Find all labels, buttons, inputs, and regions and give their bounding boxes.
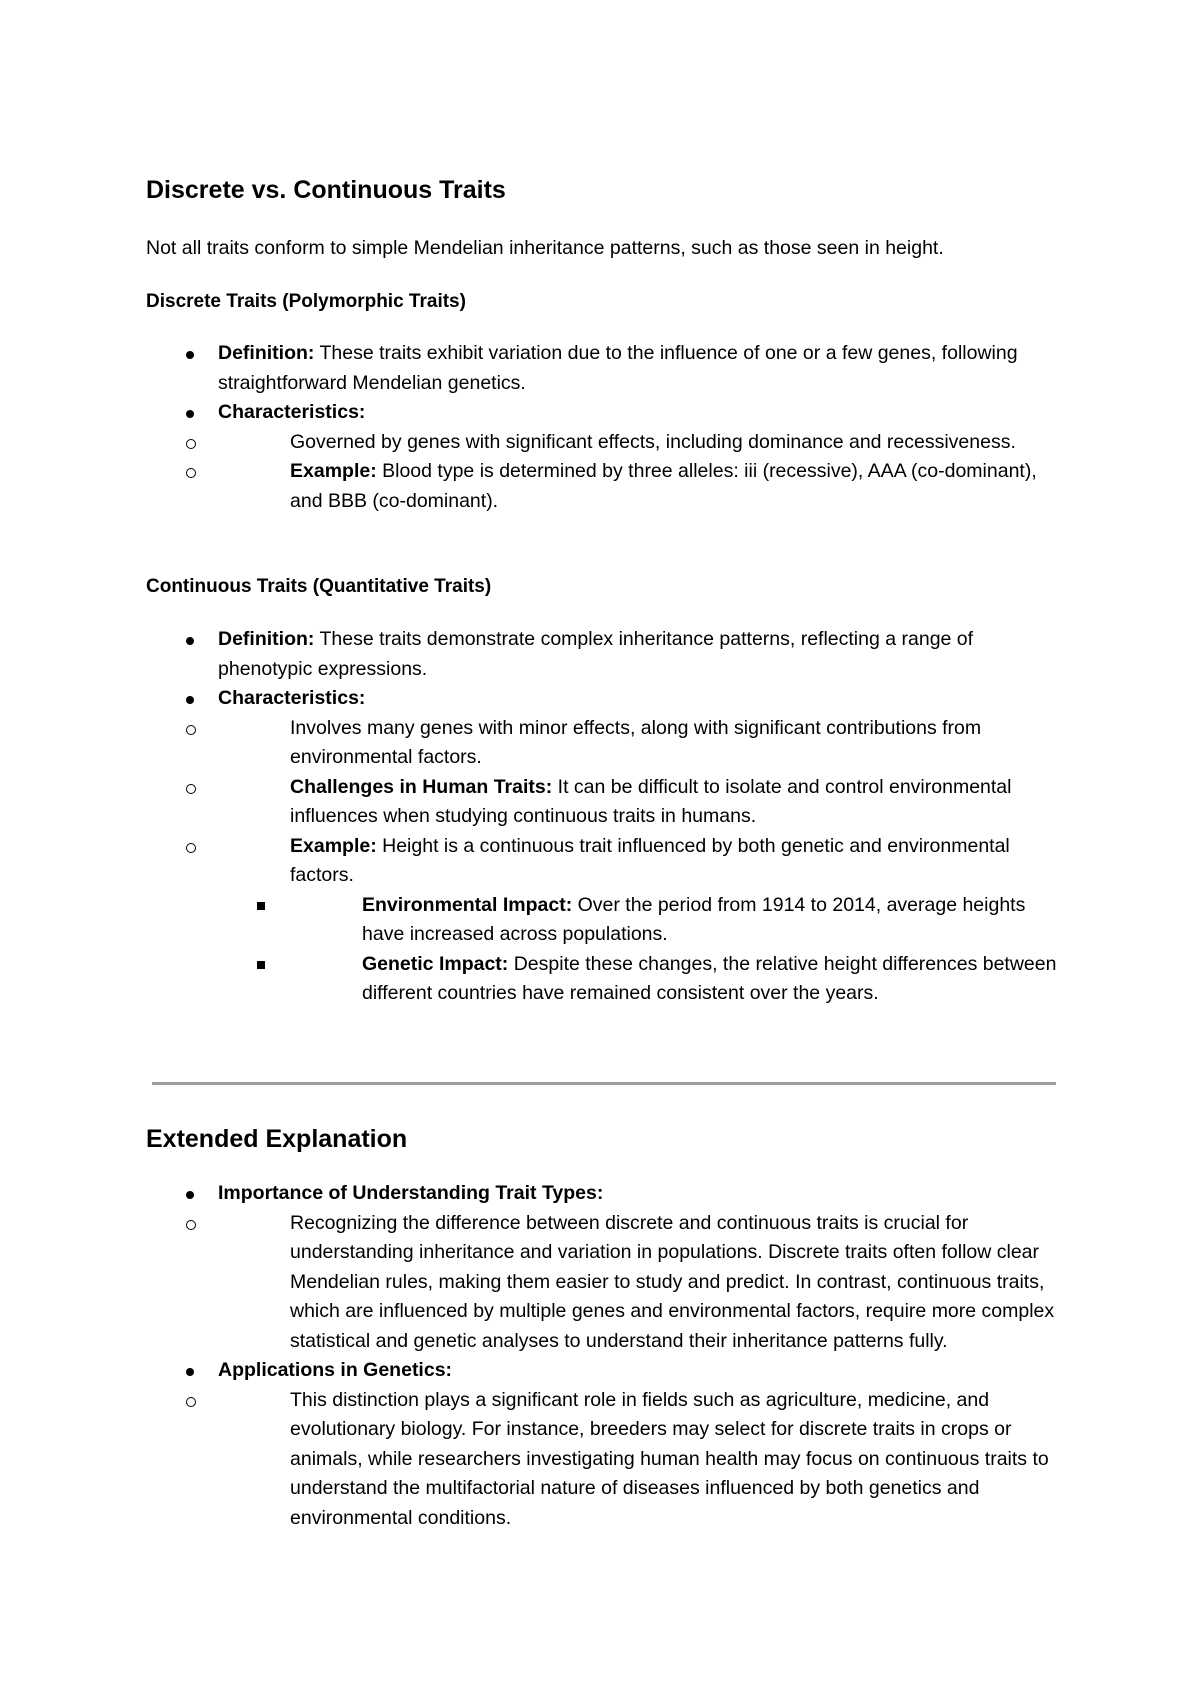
hollow-bullet-icon [186, 725, 196, 735]
example-label: Example: [290, 834, 377, 857]
list-item [146, 339, 1066, 398]
section-title-discrete-vs-continuous: Discrete vs. Continuous Traits [146, 176, 506, 204]
definition-label: Definition: [218, 342, 315, 364]
list-item [290, 950, 1066, 1009]
hollow-bullet-icon [186, 1220, 196, 1230]
environmental-impact-label: Environmental Impact: [362, 893, 573, 916]
definition-text: These traits demonstrate complex inheritance patterns, reflecting a range of phenotypic expressions. [218, 628, 974, 680]
example-label: Example: [290, 460, 377, 482]
characteristics-label: Characteristics: [218, 687, 366, 709]
challenges-text: It can be difficult to isolate and control environmental influences when studying continuous traits in humans. [290, 775, 1012, 827]
example-text: Blood type is determined by three alleles: iii (recessive), AAA (co-dominant), and BBB (co-dominant). [290, 460, 1037, 512]
environmental-impact-text: Over the period from 1914 to 2014, average heights have increased across populations. [362, 893, 1026, 945]
bullet-icon [186, 637, 194, 645]
example-sublist [290, 891, 1066, 1009]
intro-paragraph: Not all traits conform to simple Mendelian inheritance patterns, such as those seen in height. [146, 237, 944, 259]
genetic-impact-label: Genetic Impact: [362, 952, 509, 975]
list-item [146, 1356, 1066, 1533]
list-item [218, 457, 1066, 516]
list-item [146, 684, 1066, 1009]
discrete-traits-list [146, 339, 1066, 516]
section-title-extended-explanation: Extended Explanation [146, 1125, 408, 1153]
square-bullet-icon [257, 961, 265, 969]
list-item [146, 398, 1066, 516]
continuous-traits-list [146, 625, 1066, 1009]
characteristics-sublist [218, 714, 1066, 1009]
list-item [218, 428, 1066, 458]
applications-text: This distinction plays a significant role in fields such as agriculture, medicine, and evolutionary biology. For instance, breeders may select for discrete traits in crops or animals, while researchers investigating human health may focus on continuous traits to understand the multifactorial nature of diseases influenced by both genetics and environmental conditions. [290, 1388, 1049, 1529]
example-text: Height is a continuous trait influenced by both genetic and environmental factors. [290, 834, 1010, 886]
hollow-bullet-icon [186, 439, 196, 449]
horizontal-divider [152, 1082, 1056, 1085]
importance-label: Importance of Understanding Trait Types: [218, 1182, 604, 1204]
list-item [218, 714, 1066, 773]
challenges-label: Challenges in Human Traits: [290, 775, 553, 798]
list-item [146, 625, 1066, 684]
bullet-icon [186, 351, 194, 359]
bullet-icon [186, 410, 194, 418]
applications-label: Applications in Genetics: [218, 1359, 453, 1381]
importance-text: Recognizing the difference between discrete and continuous traits is crucial for understanding inheritance and variation in populations. Discrete traits often follow clear Mendelian rules, making them easier to study and predict. In contrast, continuous traits, which are influenced by multiple genes and environmental factors, require more complex statistical and genetic analyses to understand their inheritance patterns fully. [290, 1211, 1055, 1352]
hollow-bullet-icon [186, 843, 196, 853]
list-item [218, 1209, 1066, 1357]
characteristic-text: Governed by genes with significant effects, including dominance and recessiveness. [290, 430, 1016, 453]
list-item [146, 1179, 1066, 1356]
hollow-bullet-icon [186, 1397, 196, 1407]
bullet-icon [186, 1191, 194, 1199]
characteristics-sublist [218, 428, 1066, 517]
continuous-traits-heading: Continuous Traits (Quantitative Traits) [146, 576, 492, 597]
genetic-impact-text: Despite these changes, the relative height differences between different countries have remained consistent over the years. [362, 952, 1057, 1004]
hollow-bullet-icon [186, 468, 196, 478]
bullet-icon [186, 696, 194, 704]
extended-explanation-list [146, 1179, 1066, 1533]
discrete-traits-heading: Discrete Traits (Polymorphic Traits) [146, 291, 466, 312]
list-item [218, 832, 1066, 1009]
square-bullet-icon [257, 902, 265, 910]
list-item [218, 773, 1066, 832]
characteristic-text: Involves many genes with minor effects, along with significant contributions from environmental factors. [290, 716, 982, 768]
hollow-bullet-icon [186, 784, 196, 794]
importance-sublist [218, 1209, 1066, 1357]
applications-sublist [218, 1386, 1066, 1534]
definition-text: These traits exhibit variation due to the influence of one or a few genes, following straightforward Mendelian genetics. [218, 342, 1018, 394]
list-item [218, 1386, 1066, 1534]
bullet-icon [186, 1368, 194, 1376]
characteristics-label: Characteristics: [218, 401, 366, 423]
definition-label: Definition: [218, 628, 315, 650]
list-item [290, 891, 1066, 950]
